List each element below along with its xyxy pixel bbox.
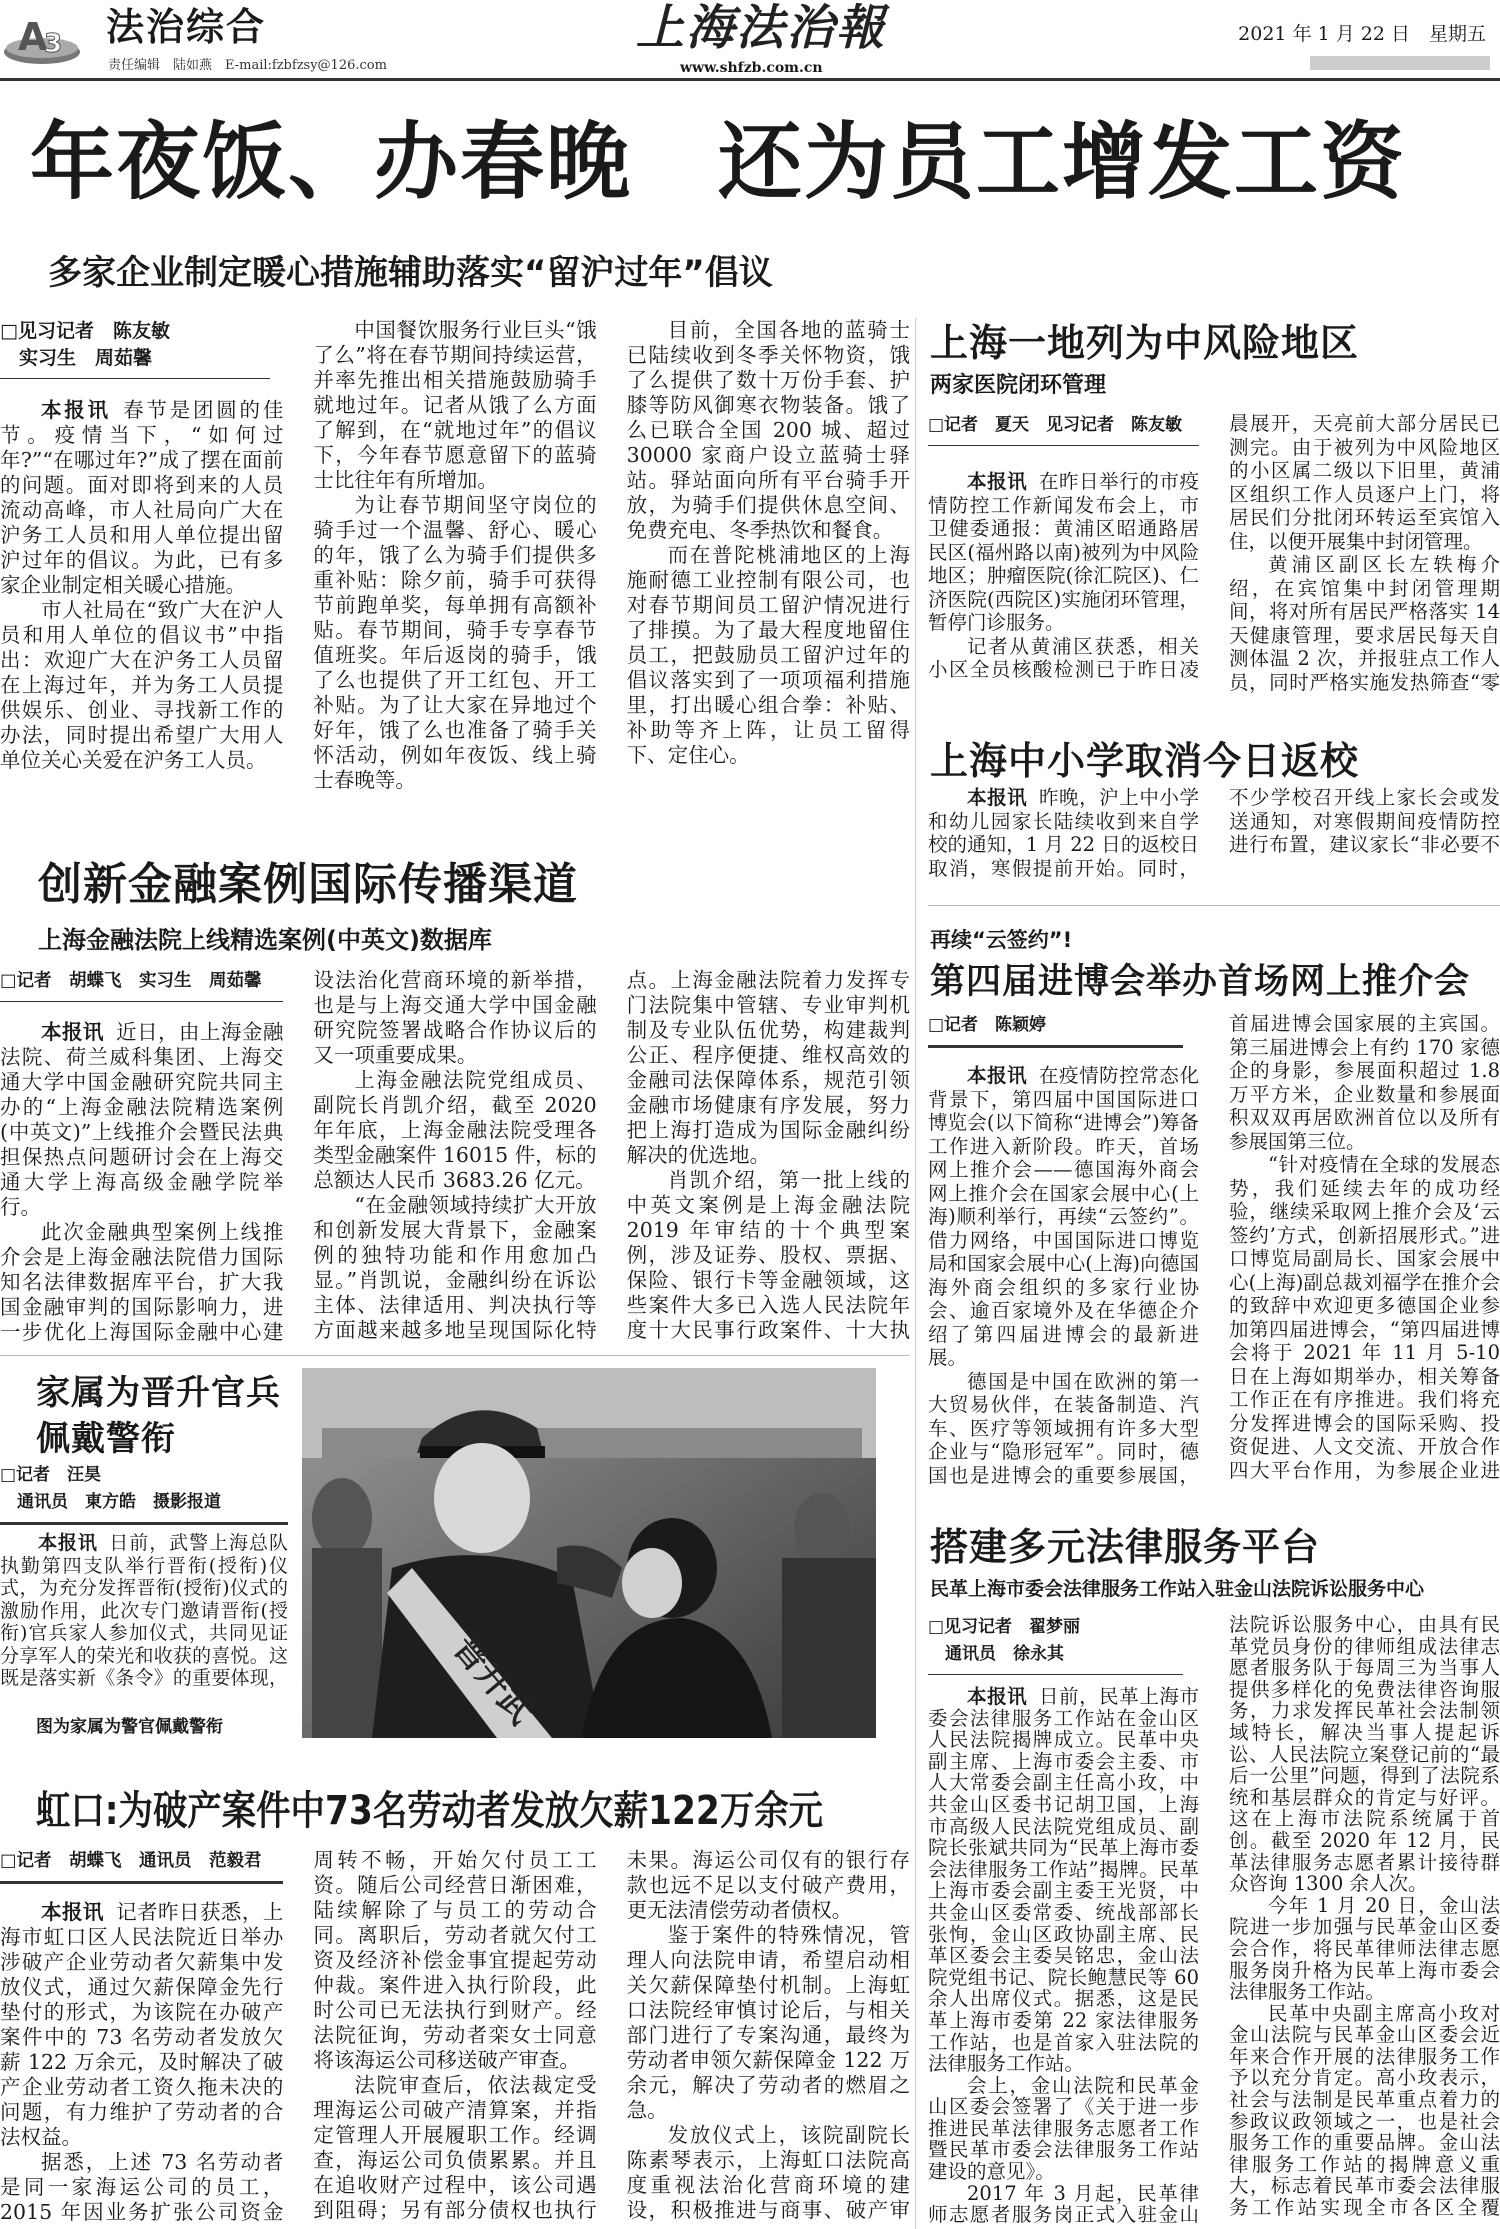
paragraph-text: 此次金融典型案例上线推介会是上海金融法院借力国际知名法律数据库平台，扩大我国金融审判的国际影响力，进一步优化上海国际金融中心建设法治化营商环境的新举措，也是与上海交通大学中国金融研究院签署战略合作协议后的又一项重要成果。 [0,968,597,1344]
paragraph [313,318,596,493]
article-body [0,1848,910,2229]
paragraph-text: 市人社局在“致广大在沪人员和用人单位的倡议书”中指出：欢迎广大在沪务工人员留在上海过年，并为务工人员提供娱乐、创业、寻找新工作的办法，同时提出希望广大用人单位关心关爱在沪务工人员。 [0,598,284,772]
paragraph-text: “在金融领域持续扩大开放和创新发展大背景下，金融案例的独特功能和作用愈加凸显。”肖凯说，金融纠纷在诉讼主体、法律适用、判决执行等方面越来越多地呈现国际化特点。上海金融法院着力发挥专门法院集中管辖、专业审判机制及专业队伍优势，构建裁判公正、程序便捷、维权高效的金融司法保障体系，规范引领金融市场健康有序发展，努力把上海打造成为国际金融纠纷解决的优选地。 [313,968,910,1342]
paragraph-text: 上海金融法院党组成员、副院长肖凯介绍，截至 2020 年年底，上海金融法院受理各类型金融案件 16015 件，标的总额达人民币 3683.26 亿元。 [313,1068,597,1192]
photo-sash-text: 晋升武 [445,1628,542,1732]
headline-main: 年夜饭、办春晚 还为员工增发工资 [30,113,1407,211]
paragraph-text: 在疫情防控常态化背景下，第四届中国国际进口博览会(以下简称“进博会”)筹备工作进入新阶段。昨天，首场网上推介会——德国海外商会网上推介会在国家会展中心(上海)顺利举行，再续“云签约”。借力网络，中国国际进口博览局和国家会展中心(上海)向德国海外商会组织的多家行业协会、逾百家境外及在华德企介绍了第四届进博会的最新进展。 [928,1064,1199,1369]
paragraph [928,470,1199,635]
paragraph-text: 今年 1 月 20 日，金山法院进一步加强与民革金山区委会合作，将民革律师法律志愿服务岗升格为民革上海市委会法律服务工作站。 [1229,1893,1500,2004]
byline: 实习生 周茹馨 [0,347,153,369]
paragraph [627,318,910,543]
paragraph-text: 在昨日举行的市疫情防控工作新闻发布会上，市卫健委通报：黄浦区昭通路居民区(福州路以南)被列为中风险地区；肿瘤医院(徐汇院区)、仁济医院(西院区)实施闭环管理，暂停门诊服务。 [928,470,1199,634]
byline-spacer [0,1848,283,1900]
page-badge-icon [2,8,82,66]
paragraph-text: 法院审查后，依法裁定受理海运公司破产清算案，并指定管理人开展履职工作。经调查，海运公司负债累累。并且在追收财产过程中，该公司遇到阻碍；另有部分债权也执行未果。海运公司仅有的银行存款也远不足以支付破产费用，更无法清偿劳动者债权。 [313,1848,910,2222]
paragraph-text: 日前，武警上海总队执勤第四支队举行晋衔(授衔)仪式，为充分发挥晋衔(授衔)仪式的激励作用，此次专门邀请晋衔(授衔)官兵家人参加仪式，共同见证分享军人的荣光和收获的喜悦。这既是落实新《条令》的重要体现， [0,1532,288,1689]
article-new-year [0,318,910,818]
paragraph-text: 记者昨日获悉，上海市虹口区人民法院近日举办涉破产企业劳动者欠薪集中发放仪式，通过欠薪保障金先行垫付的形式，为该院在办破产案件中的 73 名劳动者发放欠薪 122 万余元，及时解决了破产企业劳动者工资久拖未决的问题，有力维护了劳动者的合法权益。 [0,1900,284,2149]
paragraph-text: “针对疫情在全球的发展态势，我们延续去年的成功经验，继续采取网上推介会及‘云签约’方式，创新招展形式。”进口博览局副局长、国家会展中心(上海)副总裁刘福学在推介会的致辞中欢迎更多德国企业参加第四届进博会，“第四届进博会将于 2021 年 11 月 5-10 日在上海如期举办，相关筹备工作正在有序推进。我们将充分发挥进博会的国际采购、投资促进、人文交流、开放合作四大平台作用，为参展企业进 [1229,1153,1500,1482]
paragraph [0,1020,283,1220]
headline-main-subtitle: 多家企业制定暖心措施辅助落实“留沪过年”倡议 [48,253,773,293]
paragraph [1229,1895,1500,2003]
headline-rank-line2: 佩戴警衔 [36,1419,176,1459]
paragraph-text: 目前，全国各地的蓝骑士已陆续收到冬季关怀物资，饿了么提供了数十万份手套、护膝等防风御寒衣物装备。饿了么已联合全国 200 城、超过 30000 家商户设立蓝骑士驿站。驿站面向所有平台骑手开放，为骑手们提供休息空间、免费充电、冬季热饮和餐食。 [626,318,910,542]
paragraph-text: 2017 年 3 月起，民革律师志愿者服务岗正式入驻金山法院诉讼服务中心，由具有民革党员身份的律师组成法律志愿者服务队于每周三为当事人提供多样化的免费法律咨询服务，力求发挥民革社会法制领域特长，解决当事人提起诉讼、人民法院立案登记前的“最后一公里”问题，得到了法院系统和基层群众的肯定与好评。这在上海市法院系统属于首创。截至 2020 年 12 月，民革法律服务志愿者累计接待群众咨询 1300 余人次。 [928,1614,1500,2227]
headline-school: 上海中小学取消今日返校 [930,739,1360,783]
photo-caption: 图为家属为警官佩戴警衔 [36,1717,223,1737]
paragraph [928,786,1500,882]
website-url[interactable]: www.shfzb.com.cn [680,60,823,76]
dateline: 本报讯 [967,786,1028,809]
byline-spacer [0,968,283,1020]
paragraph-text: 肖凯介绍，第一批上线的中英文案例是上海金融法院 2019 年审结的十个典型案例，涉及证券、股权、票据、保险、银行卡等金融领域，这些案件大多已入选人民法院年度十大民事行政案件、十大执 [626,1168,910,1342]
article-body [0,968,910,1346]
paragraph [0,398,283,598]
byline: 通讯员 徐永其 [928,1644,1064,1664]
paragraph [928,1686,1199,2075]
paragraph-text: 鉴于案件的特殊情况，管理人向法院申请，希望启动相关欠薪保障垫付机制。上海虹口法院经审慎讨论后，与相关部门进行了专案沟通，最终为劳动者申领欠薪保障金 122 万余元，解决了劳动者的燃眉之急。 [626,1923,910,2122]
article-body [0,1462,288,1714]
headline-rank [36,1370,281,1462]
paragraph-text: 会上，金山法院和民革金山区委会签署了《关于进一步推进民革法律服务志愿者工作暨民革市委会法律服务工作站建设的意见》。 [928,2073,1199,2184]
dateline: 本报讯 [41,1900,104,1924]
page-badge-letter: A [18,15,48,59]
byline: □见习记者 翟梦丽 [928,1617,1081,1637]
article-medium-risk [928,412,1500,702]
article-finance [0,968,910,1348]
dateline: 本报讯 [41,398,111,422]
headline-finance: 创新金融案例国际传播渠道 [38,859,578,910]
column-divider [915,318,916,2229]
paragraph-text: 近日，由上海金融法院、荷兰威科集团、上海交通大学中国金融研究院共同主办的“上海金融法院精选案例(中英文)”上线推介会暨民法典担保热点问题研讨会在上海交通大学上海高级金融学院举行。 [0,1020,284,1219]
paragraph [928,2075,1199,2183]
headline-legal-service: 搭建多元法律服务平台 [930,1525,1321,1569]
article-body [928,1614,1500,2229]
article-legal-service [928,1614,1500,2229]
subtitle-medium-risk: 两家医院闭环管理 [930,373,1107,398]
byline: □记者 陈颖婷 [928,1015,1047,1035]
paragraph-text: 德国是中国在欧洲的第一大贸易伙伴，在装备制造、汽车、医疗等领域拥有许多大型企业与“隐形冠军”。同时，德国也是进博会的重要参展国，首届进博会国家展的主宾国。第三届进博会上有约 170 家德企的身影，参展面积超过 1.8 万平方米，企业数量和参展面积双双再居欧洲首位以及所有参展国第三位。 [928,1012,1500,1487]
article-rank [0,1462,288,1742]
byline: □记者 夏天 见习记者 陈友敏 [928,415,1183,435]
paragraph [313,493,596,793]
svg-text:3: 3 [44,29,63,59]
paragraph-text: 记者从黄浦区获悉，相关小区全员核酸检测已于昨日凌晨展开，天亮前大部分居民已测完。由于被列为中风险地区的小区属二级以下旧里，黄浦区组织工作人员逐户上门，将居民们分批闭环转运至宾馆入住，以便开展集中封闭管理。 [928,412,1500,681]
headline-medium-risk: 上海一地列为中风险地区 [930,321,1360,365]
subtitle-legal-service: 民革上海市委会法律服务工作站入驻金山法院诉讼服务中心 [930,1578,1425,1600]
paragraph [627,543,910,768]
paragraph-text: 日前，民革上海市委会法律服务工作站在金山区人民法院揭牌成立。民革中央副主席、上海市委会主委、市人大常委会副主任高小玫，中共金山区委书记胡卫国，上海市高级人民法院党组成员、副院长张斌共同为“民革上海市委会法律服务工作站”揭牌。民革上海市委会副主委王光贤，中共金山区委常委、统战部部长张恂，金山区政协副主席、民革区委会主委吴铭忠，金山法院党组书记、院长鲍慧民等 60 余人出席仪式。据悉，这是民革上海市委第 22 家法律服务工作站，也是首家入驻法院的法律服务工作站。 [928,1685,1199,2076]
article-school [928,786,1500,886]
paragraph-text: 为让春节期间坚守岗位的骑手过一个温馨、舒心、暖心的年，饿了么为骑手们提供多重补贴：除夕前，骑手可获得节前跑单奖，每单拥有高额补贴。春节期间，骑手专享春节值班奖。年后返岗的骑手，饿了么也提供了开工红包、开工补贴。为了让大家在异地过个好年，饿了么也准备了骑手关怀活动，例如年夜饭、线上骑士春晚等。 [313,493,597,792]
headline-rank-line1: 家属为晋升官兵 [36,1373,281,1413]
subtitle-finance: 上海金融法院上线精选案例(中英文)数据库 [38,926,492,954]
dateline: 本报讯 [967,1685,1028,1708]
paragraph-text: 据悉，上述 73 名劳动者是同一家海运公司的员工，2015 年因业务扩张公司资金周转不畅，开始欠付员工工资。随后公司经营日渐困难，陆续解除了与员工的劳动合同。离职后，劳动者就欠付工资及经济补偿金事宜提起劳动仲裁。案件进入执行阶段，此时公司已无法执行到财产。经法院征询，劳动者栾女士同意将该海运公司移送破产审查。 [0,1848,597,2224]
paragraph-text: 发放仪式上，该院副院长陈素琴表示，上海虹口法院高度重视法治化营商环境的建设，积极推进与商事、破产审 [626,2123,910,2222]
byline-spacer [928,1012,1199,1064]
paragraph-text: 黄浦区副区长左轶梅介绍，在宾馆集中封闭管理期间，将对所有居民严格落实 14 天健康管理，要求居民每天自测体温 2 次，并报驻点工作人员，同时严格实施发热筛查“零 [1229,553,1500,694]
paragraph-text: 中国餐饮服务行业巨头“饿了么”将在春节期间持续运营，并率先推出相关措施鼓励骑手就地过年。记者从饿了么方面了解到，在“就地过年”的倡议下，今年春节愿意留下的蓝骑士比往年有所增加。 [313,318,597,492]
editor-info: 责任编辑 陆如燕 E-mail:fzbfzsy@126.com [108,58,387,73]
header-gray-bar [1310,56,1490,70]
paragraph [0,598,283,773]
article-body [0,318,910,810]
dateline: 本报讯 [967,1064,1028,1087]
paragraph [0,1900,283,2150]
headline-hongkou: 虹口:为破产案件中73名劳动者发放欠薪122万余元 [36,1788,824,1834]
kicker-cloud-sign: 再续“云签约”! [930,928,1073,952]
article-hongkou [0,1848,910,2229]
article-expo [928,1012,1500,1492]
byline: □记者 胡蝶飞 通讯员 范毅君 [0,1851,262,1871]
byline-spacer [0,1462,288,1532]
dateline: 本报讯 [967,470,1028,493]
issue-date: 2021 年 1 月 22 日 星期五 [1238,23,1486,45]
article-body [928,786,1500,882]
header-rule [0,78,1500,84]
divider [928,905,1500,906]
byline: □见习记者 陈友敏 [0,320,170,342]
byline: □记者 胡蝶飞 实习生 周茹馨 [0,971,262,991]
dateline: 本报讯 [41,1020,104,1044]
byline-spacer [928,1614,1199,1686]
byline: □记者 汪昊 [0,1465,102,1485]
paragraph-text: 春节是团圆的佳节。疫情当下，“如何过年?”“在哪过年?”成了摆在面前的问题。面对即将到来的人员流动高峰，市人社局向广大在沪务工人员和用人单位提出留沪过年的倡议。为此，已有多家企业制定相关暖心措施。 [0,398,284,597]
paragraph-text: 昨晚，沪上中小学和幼儿园家长陆续收到来自学校的通知，1 月 22 日的返校日取消，寒假提前开始。同时，不少学校召开线上家长会或发送通知，对寒假期间疫情防控进行布置，建议家长“非必要不 [928,786,1500,880]
byline-spacer [0,318,283,398]
article-body [928,1012,1500,1487]
paragraph-text: 而在普陀桃浦地区的上海施耐德工业控制有限公司，也对春节期间员工留沪情况进行了排摸。为了最大程度地留住员工，把鼓励员工留沪过年的倡议落实到了一项项福利措施里，打出暖心组合拳：补贴、补助等齐上阵，让员工留得下、定住心。 [626,543,910,767]
paragraph [313,1068,596,1193]
masthead-logo: 上海法治報 [636,0,887,56]
headline-expo: 第四届进博会举办首场网上推介会 [930,962,1471,1002]
paragraph-text: 民革中央副主席高小玫对金山法院与民革金山区委会近年来合作开展的法律服务工作予以充分肯定。高小玫表示，社会与法制是民革重点着力的参政议政领域之一，也是社会服务工作的重要品牌。金山法律服务工作站的揭牌意义重大，标志着民革市委会法律服务工作站实现全市各区全覆 [1229,2001,1500,2220]
article-body [928,412,1500,697]
byline: 通讯员 東方皓 摄影报道 [0,1492,221,1512]
divider [0,1355,910,1356]
paragraph [627,1923,910,2123]
section-title: 法治综合 [106,5,267,49]
byline-spacer [928,412,1199,470]
dateline: 本报讯 [38,1532,98,1554]
photo-rank-ceremony [302,1368,876,1738]
paragraph [928,1064,1199,1370]
